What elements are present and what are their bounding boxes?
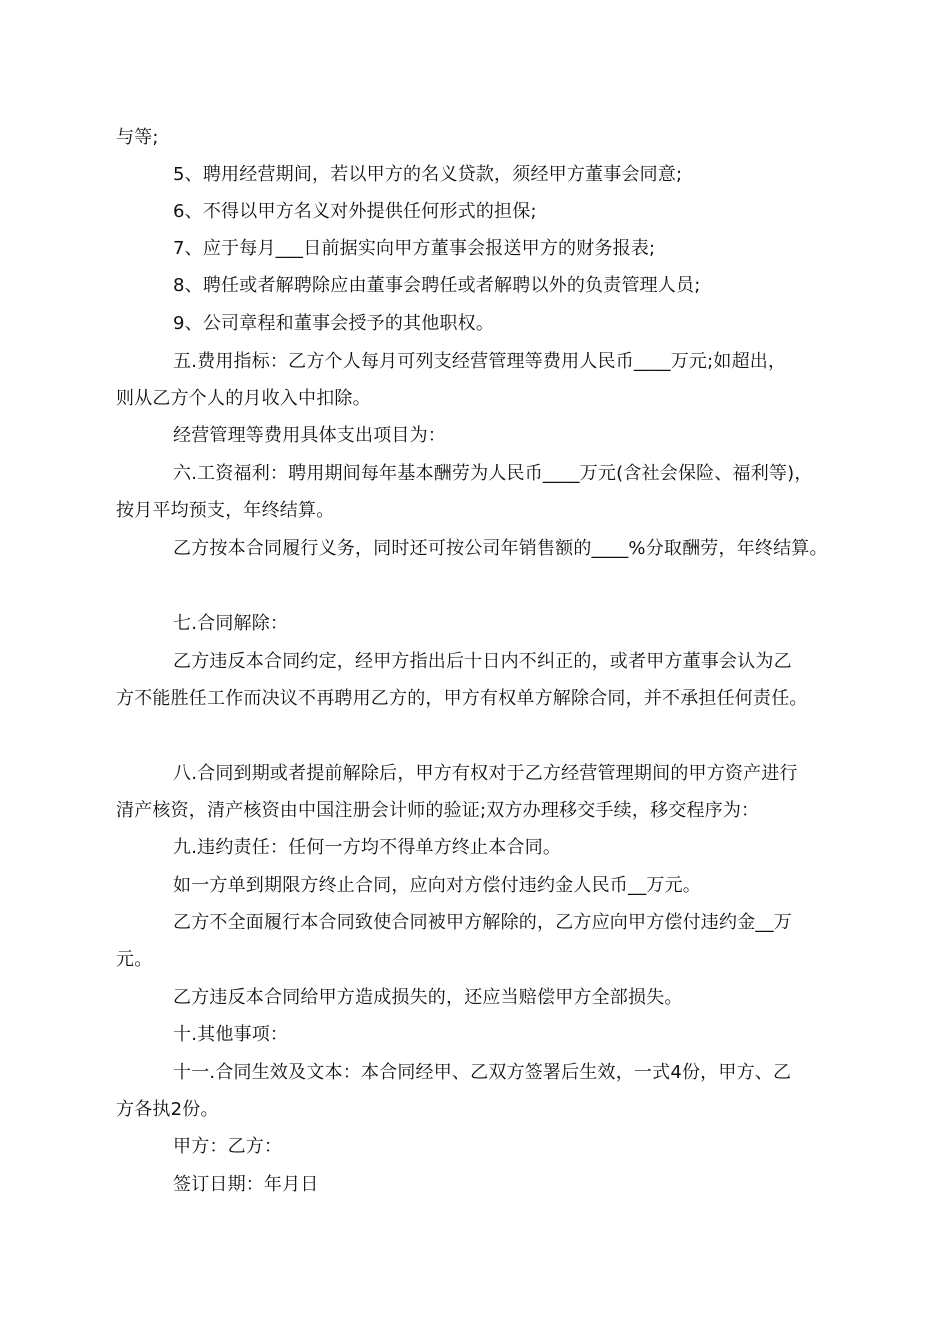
paragraph-line: 如一方单到期限方终止合同，应向对方偿付违约金人民币__万元。 [173,875,701,896]
paragraph-line: 方不能胜任工作而决议不再聘用乙方的，甲方有权单方解除合同，并不承担任何责任。 [116,688,808,709]
paragraph-line: 元。 [116,949,153,970]
signature-parties: 甲方：乙方： [173,1136,283,1157]
paragraph-line: 经营管理等费用具体支出项目为： [173,425,446,446]
section-heading-10: 十.其他事项： [173,1024,289,1045]
section-heading-8: 八.合同到期或者提前解除后，甲方有权对于乙方经营管理期间的甲方资产进行 [173,763,798,784]
section-heading-9: 九.违约责任：任何一方均不得单方终止本合同。 [173,837,562,858]
paragraph-line: 9、公司章程和董事会授予的其他职权。 [173,313,495,334]
paragraph-line: 方各执2份。 [116,1099,219,1120]
paragraph-line: 乙方按本合同履行义务，同时还可按公司年销售额的____%分取酬劳，年终结算。 [173,538,828,559]
paragraph-line: 乙方不全面履行本合同致使合同被甲方解除的，乙方应向甲方偿付违约金__万 [173,912,792,933]
section-heading-11: 十一.合同生效及文本：本合同经甲、乙双方签署后生效，一式4份，甲方、乙 [173,1062,792,1083]
paragraph-line: 6、不得以甲方名义对外提供任何形式的担保; [173,201,537,222]
section-heading-7: 七.合同解除： [173,613,289,634]
paragraph-line: 5、聘用经营期间，若以甲方的名义贷款，须经甲方董事会同意; [173,164,683,185]
section-heading-6: 六.工资福利：聘用期间每年基本酬劳为人民币____万元(含社会保险、福利等)， [173,463,813,484]
paragraph-line: 清产核资，清产核资由中国注册会计师的验证;双方办理移交手续，移交程序为： [116,800,760,821]
paragraph-line: 则从乙方个人的月收入中扣除。 [116,388,371,409]
paragraph-line: 按月平均预支，年终结算。 [116,500,335,521]
paragraph-line: 7、应于每月___日前据实向甲方董事会报送甲方的财务报表; [173,238,656,259]
paragraph-line: 与等; [116,127,159,148]
signing-date: 签订日期：年月日 [173,1174,319,1195]
section-heading-5: 五.费用指标：乙方个人每月可列支经营管理等费用人民币____万元;如超出， [173,351,787,372]
paragraph-line: 8、聘任或者解聘除应由董事会聘任或者解聘以外的负责管理人员; [173,275,701,296]
paragraph-line: 乙方违反本合同给甲方造成损失的，还应当赔偿甲方全部损失。 [173,987,683,1008]
paragraph-line: 乙方违反本合同约定，经甲方指出后十日内不纠正的，或者甲方董事会认为乙 [173,651,792,672]
